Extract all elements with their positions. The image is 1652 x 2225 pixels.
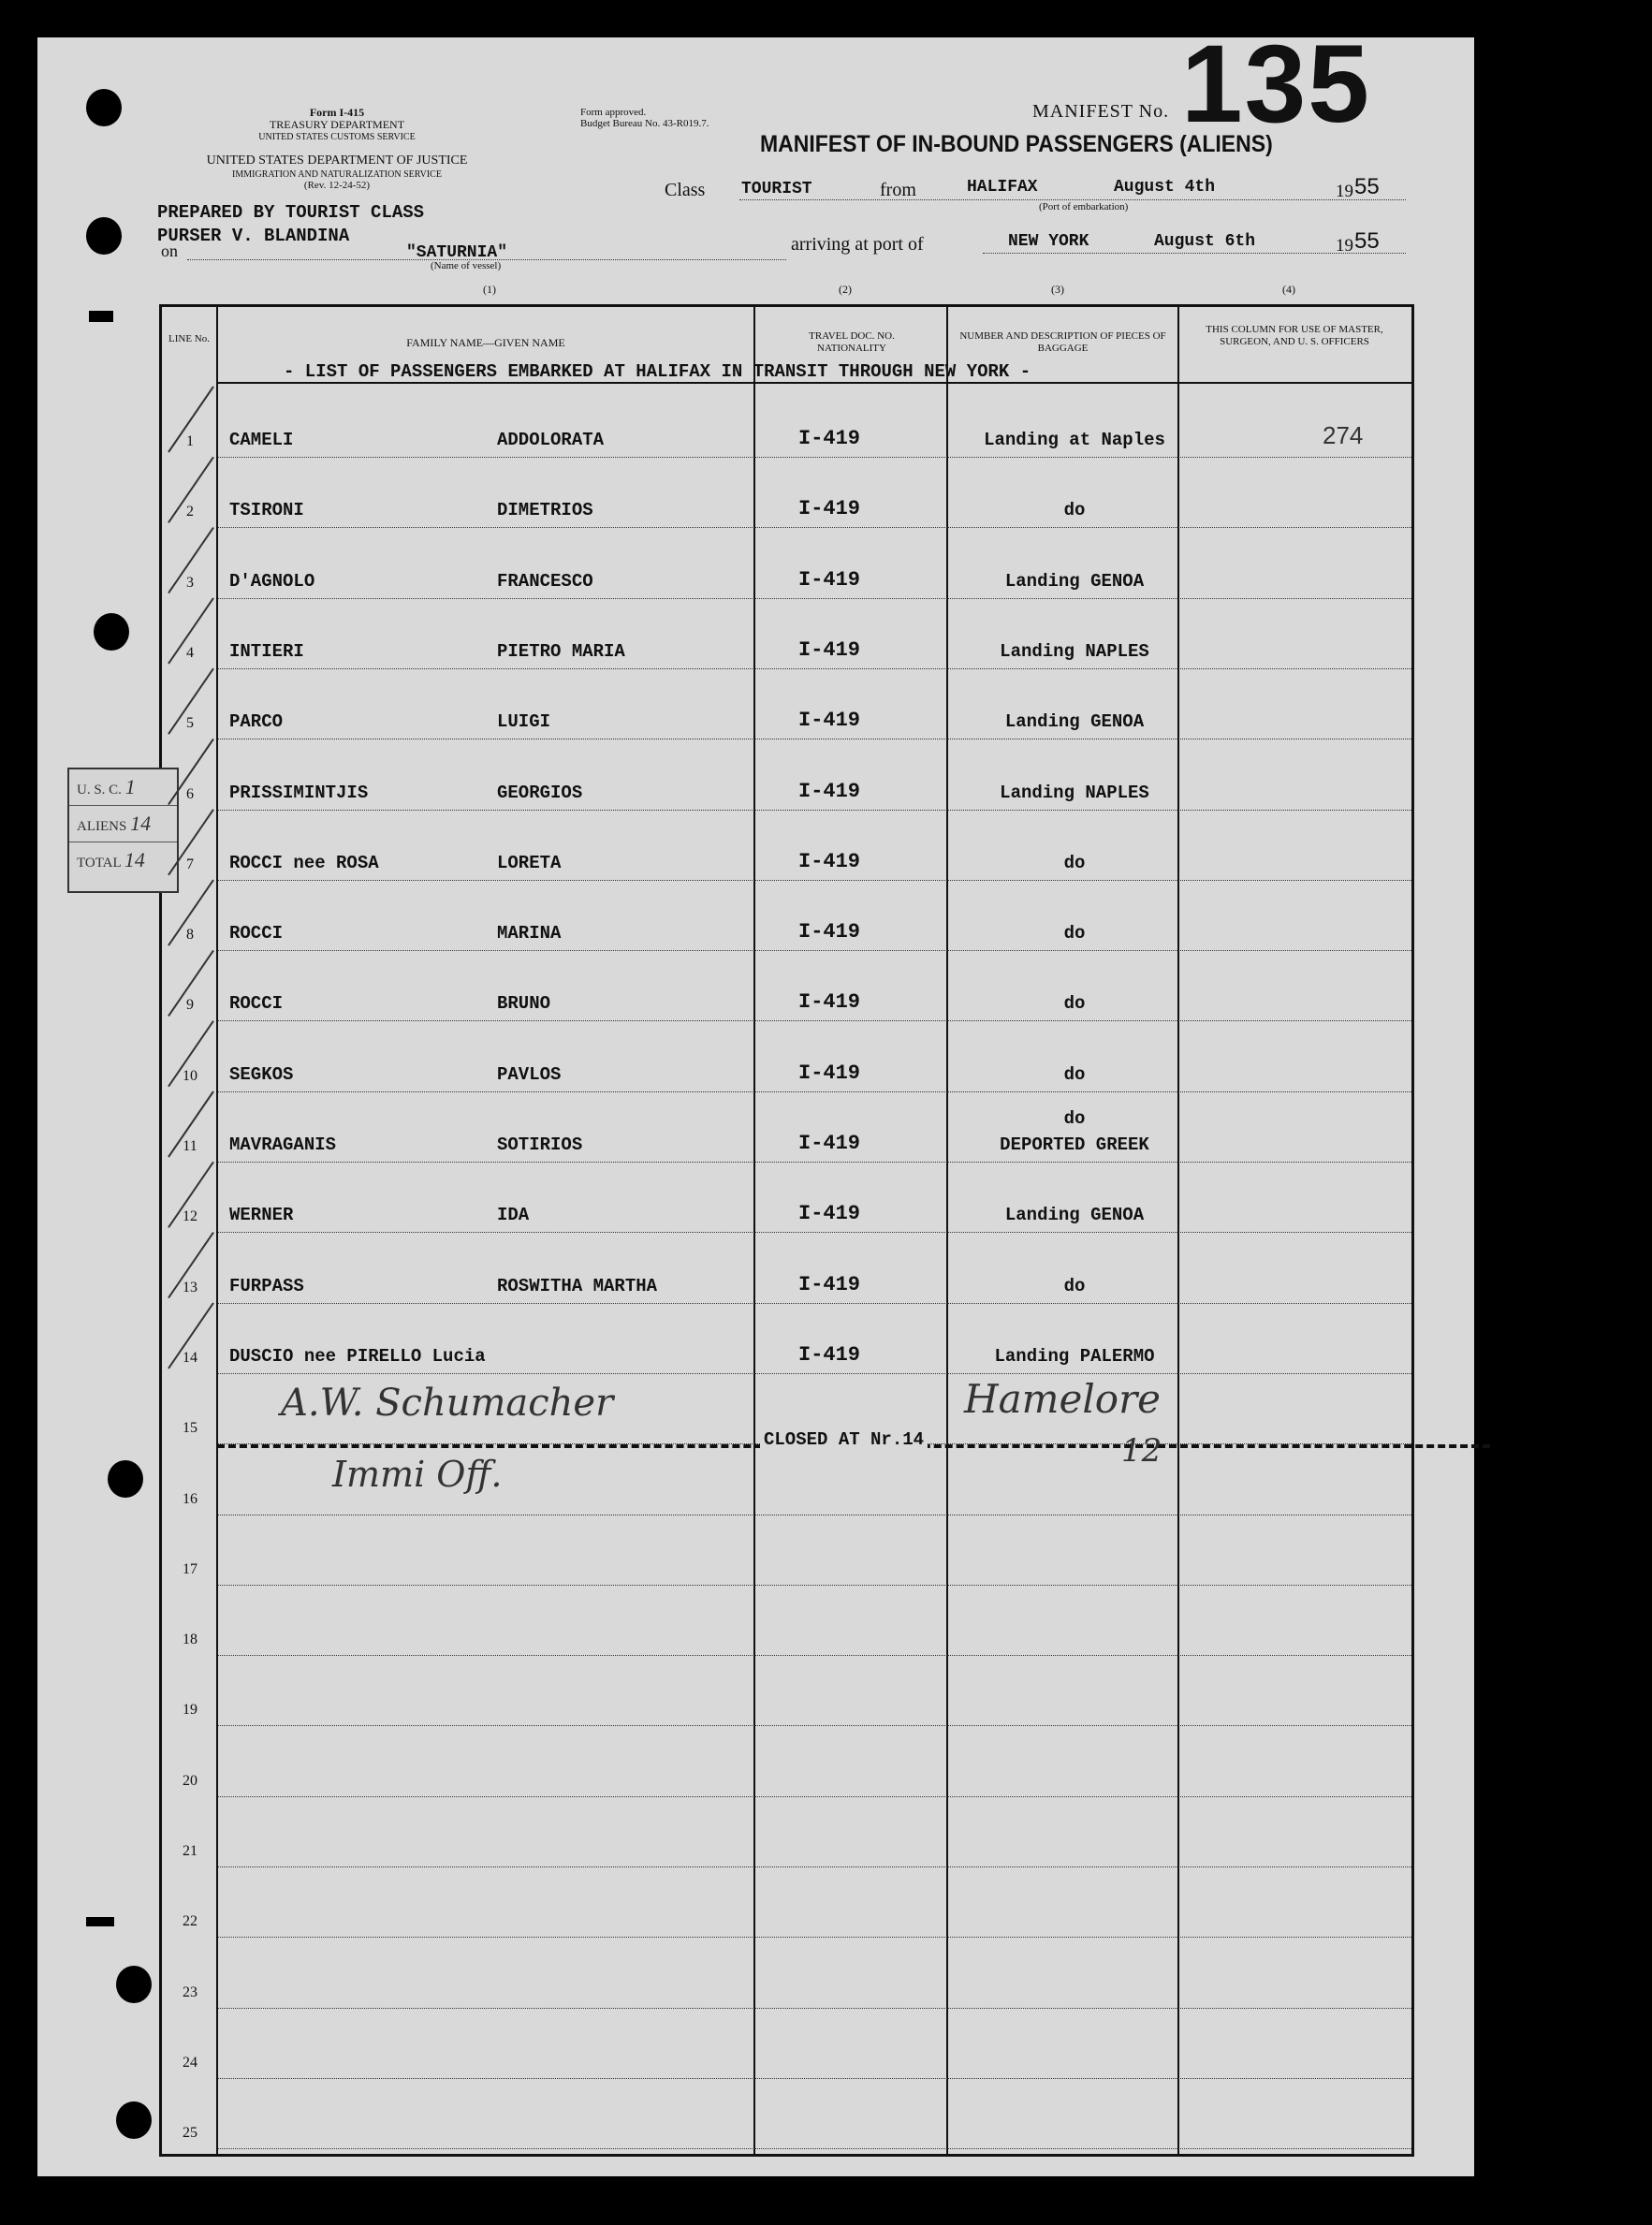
- subheading: - LIST OF PASSENGERS EMBARKED AT HALIFAX IN TRANSIT THROUGH NEW YORK -: [284, 361, 1031, 382]
- line-number: 12: [183, 1208, 197, 1225]
- given-name: PAVLOS: [497, 1063, 562, 1085]
- line-number: 4: [186, 644, 194, 661]
- given-name: FRANCESCO: [497, 570, 593, 592]
- arrival-port: NEW YORK: [1008, 232, 1089, 251]
- travel-doc: I-419: [798, 1272, 861, 1296]
- baggage-description: Landing NAPLES: [1000, 782, 1149, 803]
- family-name: D'AGNOLO: [229, 570, 315, 592]
- class-label: Class: [665, 180, 706, 200]
- check-mark: [168, 1091, 213, 1157]
- family-name: SEGKOS: [229, 1063, 294, 1085]
- from-label: from: [880, 180, 916, 200]
- given-name: ADDOLORATA: [497, 430, 605, 450]
- travel-doc: I-419: [798, 990, 861, 1015]
- form-number: Form I-415: [309, 106, 365, 119]
- line-number: 11: [183, 1138, 197, 1154]
- travel-doc: I-419: [798, 920, 861, 944]
- prepared-line-1: PREPARED BY TOURIST CLASS: [157, 202, 425, 223]
- col-header-line: LINE No.: [168, 333, 210, 344]
- given-name: LORETA: [497, 852, 562, 873]
- family-name: CAMELI: [229, 430, 294, 450]
- check-mark: [168, 1021, 213, 1087]
- signature-second: Hamelore: [964, 1376, 1161, 1422]
- signature-officer-title: Immi Off.: [332, 1454, 503, 1495]
- line-number: 17: [183, 1560, 197, 1577]
- embark-year: 55: [1354, 174, 1380, 199]
- line-number: 16: [183, 1490, 197, 1507]
- baggage-description: DEPORTED GREEK: [1000, 1134, 1149, 1155]
- check-mark: [168, 739, 213, 805]
- embark-port: HALIFAX: [967, 178, 1038, 197]
- col-num-1: (1): [483, 283, 496, 296]
- vessel-name: "SATURNIA": [406, 243, 508, 262]
- travel-doc: I-419: [798, 1202, 861, 1226]
- col-header-doc: TRAVEL DOC. NO. NATIONALITY: [809, 330, 895, 354]
- signature-immigration-officer: A.W. Schumacher: [281, 1382, 614, 1425]
- treasury-dept: TREASURY DEPARTMENT: [269, 118, 405, 131]
- line-number: 8: [186, 927, 194, 944]
- travel-doc: I-419: [798, 637, 861, 662]
- family-name: WERNER: [229, 1205, 294, 1226]
- closed-text: CLOSED AT Nr.14: [760, 1429, 928, 1450]
- signature-note: 12: [1121, 1432, 1162, 1470]
- check-mark: [168, 387, 213, 452]
- line-number: 23: [183, 1983, 197, 2000]
- col-num-2: (2): [839, 283, 852, 296]
- line-number: 18: [183, 1632, 197, 1648]
- col-num-3: (3): [1051, 283, 1064, 296]
- manifest-title: MANIFEST OF IN-BOUND PASSENGERS (ALIENS): [760, 131, 1273, 157]
- check-mark: [168, 1233, 213, 1298]
- baggage-description: do: [1063, 500, 1086, 521]
- baggage-description: Landing GENOA: [1004, 570, 1145, 592]
- family-name: ROCCI: [229, 993, 284, 1015]
- officer-note: 274: [1323, 421, 1364, 449]
- form-approved: Form approved.: [580, 107, 647, 118]
- year-19-b: 19: [1336, 236, 1353, 256]
- stamp-line: ALIENS 14: [69, 806, 177, 842]
- line-number: 3: [186, 574, 194, 591]
- line-number: 2: [186, 504, 194, 520]
- baggage-description: do: [1063, 923, 1086, 944]
- line-number: 20: [183, 1772, 197, 1789]
- line-number: 1: [186, 433, 194, 449]
- embark-date: August 4th: [1114, 178, 1216, 197]
- line-number: 6: [186, 785, 194, 802]
- baggage-description: do: [1063, 993, 1086, 1015]
- check-mark: [168, 457, 213, 522]
- manifest-no-label: MANIFEST No.: [1032, 101, 1170, 122]
- check-mark: [168, 528, 213, 593]
- travel-doc: I-419: [798, 1342, 861, 1367]
- revision: (Rev. 12-24-52): [303, 180, 371, 191]
- baggage-description: do: [1063, 1063, 1086, 1085]
- baggage-description: Landing GENOA: [1004, 711, 1145, 733]
- family-name: FURPASS: [229, 1275, 304, 1296]
- line-number: 7: [186, 856, 194, 872]
- stamp-line: TOTAL 14: [77, 848, 145, 871]
- travel-doc: I-419: [798, 1061, 861, 1085]
- line-number: 22: [183, 1913, 197, 1930]
- travel-doc: I-419: [798, 427, 861, 450]
- travel-doc: I-419: [798, 1132, 861, 1155]
- line-number: 9: [186, 997, 194, 1014]
- check-mark: [168, 668, 213, 734]
- baggage-description: Landing NAPLES: [1000, 640, 1149, 662]
- travel-doc: I-419: [798, 709, 861, 733]
- baggage-description: Landing PALERMO: [994, 1345, 1155, 1367]
- check-mark: [168, 1162, 213, 1227]
- given-name: MARINA: [497, 923, 562, 944]
- class-value: TOURIST: [741, 180, 812, 198]
- given-name: LUIGI: [497, 711, 551, 733]
- travel-doc: I-419: [798, 849, 861, 873]
- family-name: DUSCIO nee PIRELLO Lucia: [229, 1345, 486, 1367]
- embark-caption: (Port of embarkation): [1039, 201, 1129, 212]
- family-name: ROCCI: [229, 923, 284, 944]
- stamp-line: U. S. C. 1: [69, 769, 177, 806]
- baggage-description: do: [1063, 852, 1086, 873]
- given-name: DIMETRIOS: [497, 500, 593, 521]
- given-name: ROSWITHA MARTHA: [497, 1275, 658, 1296]
- arriving-label: arriving at port of: [791, 234, 924, 255]
- arrival-date: August 6th: [1154, 232, 1256, 251]
- col-header-officers: THIS COLUMN FOR USE OF MASTER, SURGEON, AND U. S. OFFICERS: [1206, 324, 1383, 347]
- line-number: 21: [183, 1843, 197, 1859]
- line-number: 5: [186, 715, 194, 732]
- given-name: IDA: [497, 1205, 530, 1226]
- line-number: 14: [183, 1349, 197, 1366]
- ins-service: IMMIGRATION AND NATURALIZATION SERVICE: [232, 169, 442, 180]
- col-header-baggage: NUMBER AND DESCRIPTION OF PIECES OF BAGGAGE: [959, 330, 1166, 354]
- travel-doc: I-419: [798, 497, 861, 521]
- check-mark: [168, 880, 213, 945]
- family-name: ROCCI nee ROSA: [229, 852, 379, 873]
- family-name: PARCO: [229, 711, 284, 733]
- justice-dept: UNITED STATES DEPARTMENT OF JUSTICE: [206, 154, 468, 168]
- given-name: PIETRO MARIA: [497, 640, 625, 662]
- col-num-4: (4): [1282, 283, 1295, 296]
- baggage-description: Landing GENOA: [1004, 1205, 1145, 1226]
- on-label: on: [161, 242, 178, 260]
- vessel-caption: (Name of vessel): [431, 260, 502, 271]
- given-name: GEORGIOS: [497, 782, 583, 803]
- baggage-description: do: [1063, 1275, 1086, 1296]
- col-header-name: FAMILY NAME—GIVEN NAME: [406, 336, 565, 349]
- family-name: INTIERI: [229, 640, 304, 662]
- baggage-note: do: [1063, 1108, 1086, 1129]
- prepared-line-2: PURSER V. BLANDINA: [157, 226, 350, 246]
- family-name: MAVRAGANIS: [229, 1134, 337, 1155]
- arrival-year: 55: [1354, 228, 1380, 254]
- line-number: 15: [183, 1420, 197, 1437]
- line-number: 19: [183, 1702, 197, 1719]
- customs-service: UNITED STATES CUSTOMS SERVICE: [258, 132, 416, 142]
- travel-doc: I-419: [798, 779, 861, 803]
- given-name: SOTIRIOS: [497, 1134, 583, 1155]
- year-19-a: 19: [1336, 182, 1353, 201]
- budget-bureau: Budget Bureau No. 43-R019.7.: [580, 118, 709, 129]
- given-name: BRUNO: [497, 993, 551, 1015]
- manifest-number: 135: [1181, 22, 1371, 146]
- line-number: 10: [183, 1067, 197, 1084]
- check-mark: [168, 810, 213, 875]
- line-number: 13: [183, 1279, 197, 1295]
- check-mark: [168, 950, 213, 1016]
- line-number: 25: [183, 2125, 197, 2142]
- check-mark: [168, 1303, 213, 1369]
- travel-doc: I-419: [798, 567, 861, 592]
- family-name: PRISSIMINTJIS: [229, 782, 369, 803]
- baggage-description: Landing at Naples: [984, 430, 1165, 450]
- check-mark: [168, 598, 213, 664]
- family-name: TSIRONI: [229, 500, 304, 521]
- line-number: 24: [183, 2054, 197, 2071]
